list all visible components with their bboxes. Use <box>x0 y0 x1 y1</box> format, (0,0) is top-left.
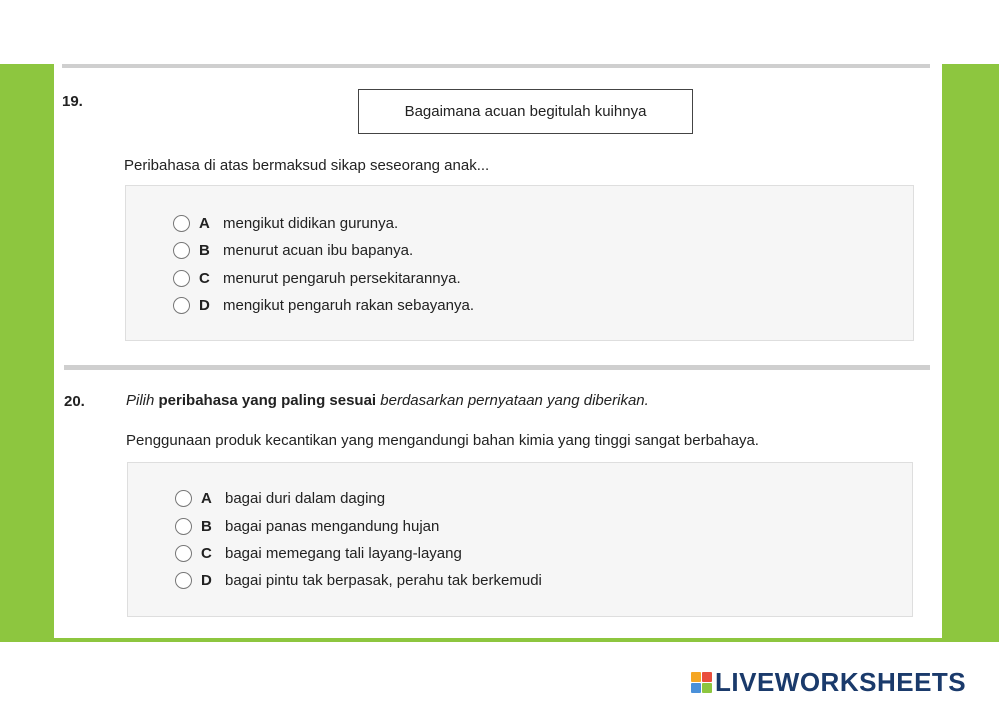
logo-text: LIVEWORKSHEETS <box>715 667 967 697</box>
option-text: bagai pintu tak berpasak, perahu tak berkemudi <box>225 572 542 589</box>
logo-square <box>691 672 701 682</box>
instruction-part-1: Pilih <box>126 392 159 409</box>
option-text: menurut pengaruh persekitarannya. <box>223 270 461 287</box>
proverb-box <box>358 89 693 134</box>
radio-button[interactable] <box>175 490 192 507</box>
radio-button[interactable] <box>173 215 190 232</box>
option-text: mengikut pengaruh rakan sebayanya. <box>223 297 475 314</box>
radio-button[interactable] <box>173 297 190 314</box>
radio-button[interactable] <box>175 518 192 535</box>
option-letter: C <box>201 545 212 562</box>
q20-option-c[interactable] <box>175 545 462 562</box>
radio-button[interactable] <box>173 242 190 259</box>
proverb-text: Bagaimana acuan begitulah kuihnya <box>404 103 647 120</box>
option-letter: A <box>199 215 210 232</box>
question-19-stem: Peribahasa di atas bermaksud sikap seseorang anak... <box>124 157 490 174</box>
question-19-number: 19. <box>62 93 83 110</box>
radio-button[interactable] <box>173 270 190 287</box>
q19-option-b[interactable] <box>173 242 413 259</box>
logo-square <box>691 683 701 693</box>
question-20-options-panel <box>127 462 913 617</box>
q20-option-d[interactable] <box>175 572 542 589</box>
logo-square <box>702 683 712 693</box>
option-text: menurut acuan ibu bapanya. <box>223 242 414 259</box>
option-letter: C <box>199 270 210 287</box>
instruction-part-2: peribahasa yang paling sesuai <box>158 392 377 409</box>
radio-button[interactable] <box>175 572 192 589</box>
instruction-part-3: berdasarkan pernyataan yang diberikan. <box>376 392 649 409</box>
logo-square <box>702 672 712 682</box>
logo-grid-icon <box>691 672 712 693</box>
q19-option-d[interactable] <box>173 297 474 314</box>
option-text: mengikut didikan gurunya. <box>223 215 399 232</box>
q19-option-a[interactable] <box>173 215 398 232</box>
middle-divider <box>64 365 930 370</box>
option-letter: B <box>199 242 210 259</box>
radio-button[interactable] <box>175 545 192 562</box>
q20-option-b[interactable] <box>175 518 439 535</box>
option-letter: B <box>201 518 212 535</box>
q19-option-c[interactable] <box>173 270 461 287</box>
option-text: bagai memegang tali layang-layang <box>225 545 462 562</box>
liveworksheets-logo <box>691 667 966 698</box>
top-divider <box>62 64 930 68</box>
question-20-stem: Penggunaan produk kecantikan yang mengandungi bahan kimia yang tinggi sangat berbahaya. <box>126 432 759 449</box>
question-19-options-panel <box>125 185 914 341</box>
q20-option-a[interactable] <box>175 490 385 507</box>
option-text: bagai duri dalam daging <box>225 490 386 507</box>
question-20-number: 20. <box>64 393 85 410</box>
question-20-instruction <box>126 392 649 409</box>
option-letter: A <box>201 490 212 507</box>
option-letter: D <box>201 572 212 589</box>
option-letter: D <box>199 297 210 314</box>
option-text: bagai panas mengandung hujan <box>225 518 440 535</box>
